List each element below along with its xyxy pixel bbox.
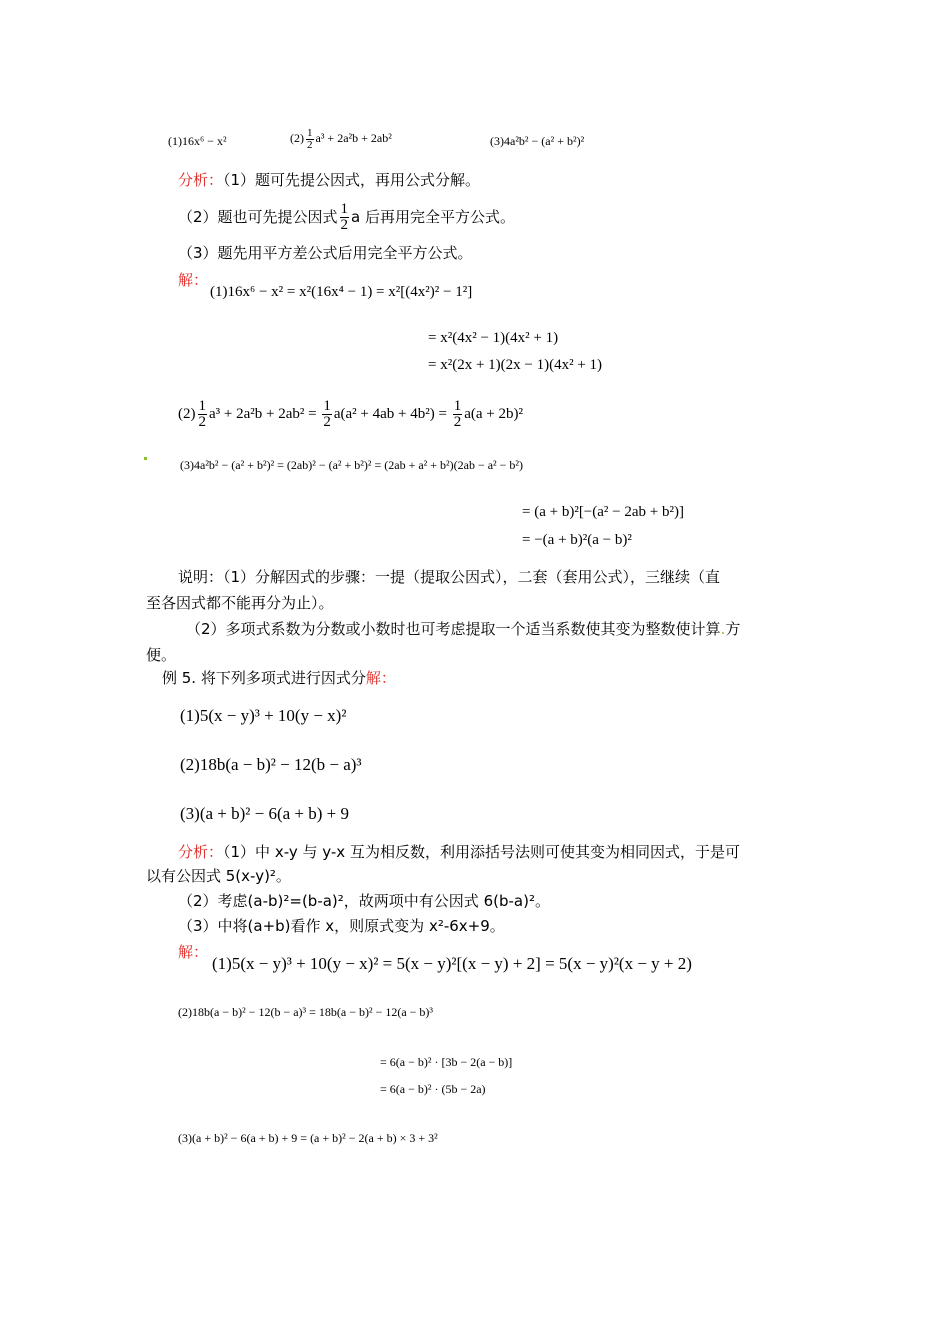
fraction-half <box>322 399 332 430</box>
solution-label: 解： <box>178 943 209 961</box>
fraction-den: 2 <box>323 414 331 431</box>
fraction-den: 2 <box>340 217 349 233</box>
note-line-2: 至各因式都不能再分为止）。 <box>146 594 334 612</box>
example-5-solution-2-step-2: = 6(a − b)² · [3b − 2(a − b)] <box>380 1055 513 1069</box>
problem-2-rest: a³ + 2a²b + 2ab² <box>315 131 392 145</box>
solution-2-part-c: a(a² + 4ab + 4b²) = <box>333 406 447 422</box>
note-line-4: 便。 <box>146 646 177 664</box>
fraction-half <box>306 128 314 151</box>
fraction-den: 2 <box>453 414 462 431</box>
solution-1-step-3: = x²(2x + 1)(2x − 1)(4x² + 1) <box>428 357 603 373</box>
analysis-1-line-1 <box>178 170 480 190</box>
fraction-den: 2 <box>307 138 313 151</box>
green-marker <box>144 457 147 460</box>
analysis-label: 分析： <box>178 843 224 861</box>
example-5-title-text: 例 5. 将下列多项式进行因式分 <box>162 669 366 687</box>
example-5-solution-3: (3)(a + b)² − 6(a + b) + 9 = (a + b)² − 2(a + b) × 3 + 3² <box>178 1131 438 1145</box>
note-line-1: 说明：（1）分解因式的步骤：一提（提取公因式），二套（套用公式），三继续（直 <box>178 568 721 586</box>
analysis-2-line-2: 以有公因式 5(x-y)²。 <box>146 867 291 885</box>
fraction-num: 1 <box>198 398 206 415</box>
note-line-3 <box>186 619 740 639</box>
example-5-title-red: 解： <box>365 669 396 687</box>
analysis-2-line-4: （3）中将(a+b)看作 x，则原式变为 x²-6x+9。 <box>178 917 505 935</box>
solution-2-part-d: a(a + 2b)² <box>464 406 523 422</box>
fraction-num: 1 <box>323 398 331 415</box>
example-5-problem-2: (2)18b(a − b)² − 12(b − a)³ <box>180 755 362 774</box>
example-5-solution-1: (1)5(x − y)³ + 10(y − x)² = 5(x − y)²[(x − y) + 2] = 5(x − y)²(x − y + 2) <box>212 954 692 973</box>
fraction-half <box>340 202 350 233</box>
analysis-1-line-2 <box>178 200 515 234</box>
solution-2-prefix: (2) <box>178 406 196 422</box>
note-line-3-text: （2）多项式系数为分数或小数时也可考虑提取一个适当系数使其变为整数使计算 <box>186 620 721 638</box>
solution-2-part-b: a³ + 2a²b + 2ab² = <box>209 406 317 422</box>
analysis-1-line-3: （3）题先用平方差公式后用完全平方公式。 <box>178 244 473 262</box>
solution-3-step-3: = −(a + b)²(a − b)² <box>522 532 632 548</box>
example-5-title <box>162 668 396 688</box>
example-5-solution-2-step-3: = 6(a − b)² · (5b − 2a) <box>380 1082 486 1096</box>
example-5-solution-2-step-1: (2)18b(a − b)² − 12(b − a)³ = 18b(a − b)² − 12(a − b)³ <box>178 1005 434 1019</box>
problem-2-prefix: (2) <box>290 131 304 145</box>
problem-1: (1)16x⁶ − x² <box>168 134 227 148</box>
fraction-num: 1 <box>453 398 462 415</box>
solution-1-step-2: = x²(4x² − 1)(4x² + 1) <box>428 330 559 346</box>
fraction-num: 1 <box>340 201 349 217</box>
analysis-1-line-2-after: a 后再用完全平方公式。 <box>351 208 516 226</box>
solution-3-step-1: (3)4a²b² − (a² + b²)² = (2ab)² − (a² + b²)² = (2ab + a² + b²)(2ab − a² − b²) <box>180 458 524 472</box>
analysis-2-text: （1）中 x-y 与 y-x 互为相反数，利用添括号法则可使其变为相同因式，于是可 <box>223 843 740 861</box>
solution-3-step-2: = (a + b)²[−(a² − 2ab + b²)] <box>522 504 684 520</box>
analysis-label: 分析： <box>178 171 224 189</box>
fraction-half <box>453 399 463 430</box>
solution-2-line <box>178 396 523 432</box>
fraction-num: 1 <box>307 126 313 139</box>
example-5-problem-1: (1)5(x − y)³ + 10(y − x)² <box>180 706 347 725</box>
green-dot-mark: . <box>720 620 726 638</box>
problem-2 <box>290 120 392 156</box>
fraction-den: 2 <box>198 414 206 431</box>
note-line-3-tail: 方 <box>725 620 741 638</box>
fraction-half <box>198 399 208 430</box>
example-5-problem-3: (3)(a + b)² − 6(a + b) + 9 <box>180 804 350 823</box>
analysis-2-line-3: （2）考虑(a-b)²=(b-a)²，故两项中有公因式 6(b-a)²。 <box>178 892 550 910</box>
analysis-1-line-2-before: （2）题也可先提公因式 <box>178 208 338 226</box>
analysis-1-text: （1）题可先提公因式，再用公式分解。 <box>223 171 481 189</box>
solution-label: 解： <box>178 271 209 289</box>
analysis-2-line-1 <box>178 842 740 862</box>
problem-3: (3)4a²b² − (a² + b²)² <box>490 134 585 148</box>
solution-1-step-1: (1)16x⁶ − x² = x²(16x⁴ − 1) = x²[(4x²)² − 1²] <box>210 284 473 300</box>
